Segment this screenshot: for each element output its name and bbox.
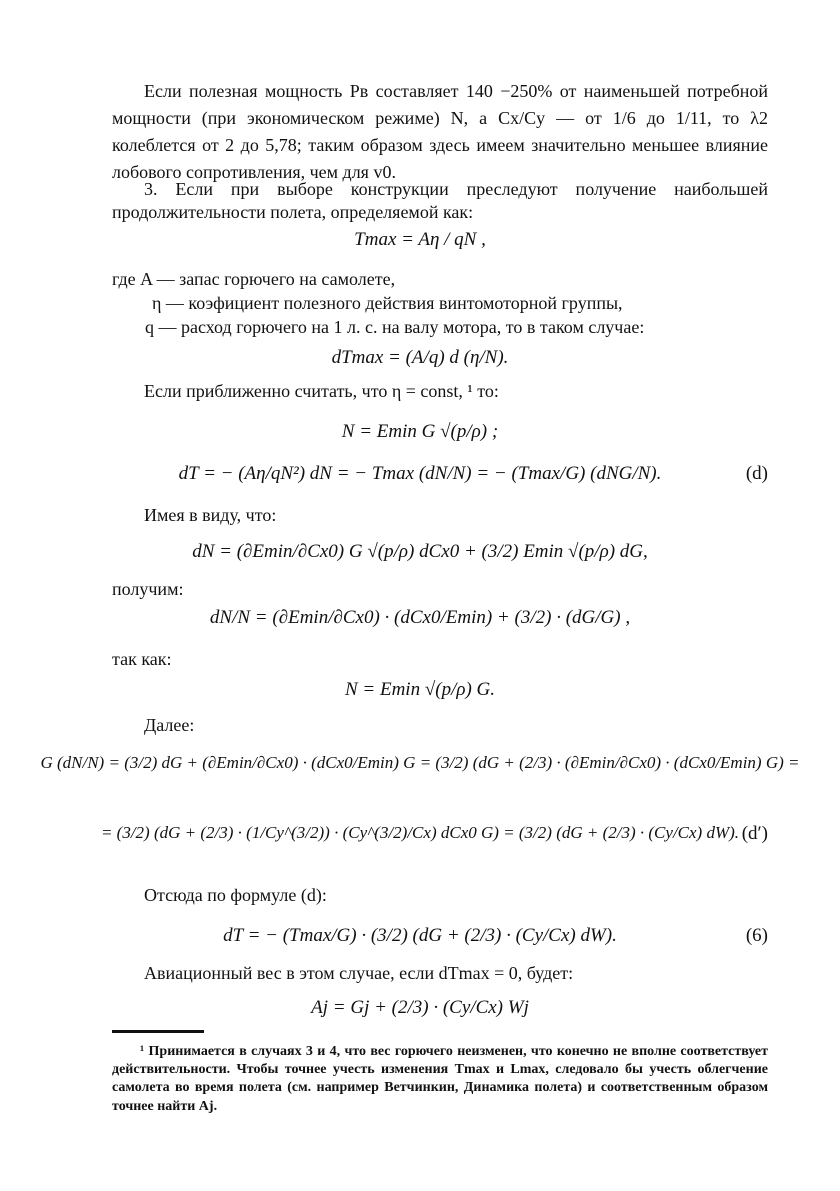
equation-dtmax: dTmax = (A/q) d (η/N). — [331, 347, 509, 368]
paragraph-power-ratio: Если полезная мощность Pв составляет 140 −250% от наименьшей потребной мощности (при экономическом режиме) N, а Cx/Cy — от 1/6 до 1/11, то λ2 колеблется от 2 до 5,78; таким образом здесь имеем значительно меньшее влияние лобового сопротивления, чем для v0. — [112, 81, 768, 182]
paragraph-const-assumption: Если приближенно считать, что η = const, ¹ то: — [144, 381, 499, 401]
footnote — [112, 1043, 768, 1116]
equation-tmax: Tmax = Aη / qN , — [354, 229, 486, 250]
equation-number-d-prime: (d′) — [741, 823, 768, 844]
equation-g-dn-line1: G (dN/N) = (3/2) dG + (∂Emin/∂Cx0) · (dCx0/Emin) G = (3/2) (dG + (2/3) · (∂Emin/∂Cx0) · (dCx0/Emin) G) = — [40, 753, 800, 772]
paragraph-since: так как: — [112, 649, 172, 669]
paragraph-aviation-weight: Авиационный вес в этом случае, если dTmax = 0, будет: — [144, 963, 574, 983]
equation-n-emin: N = Emin G √(p/ρ) ; — [341, 421, 499, 442]
paragraph-from-formula: Отсюда по формуле (d): — [144, 885, 327, 905]
equation-dt: dT = − (Aη/qN²) dN = − Tmax (dN/N) = − (Tmax/G) (dNG/N). — [178, 463, 662, 484]
footnote-divider — [112, 1030, 204, 1033]
equation-dt-final: dT = − (Tmax/G) · (3/2) (dG + (2/3) · (Cy/Cx) dW). — [223, 925, 617, 946]
equation-aj: Aj = Gj + (2/3) · (Cy/Cx) Wj — [311, 997, 529, 1018]
equation-g-dn-line2: = (3/2) (dG + (2/3) · (1/Cy^(3/2)) · (Cy^(3/2)/Cx) dCx0 G) = (3/2) (dG + (2/3) · (Cy/Cx) dW). — [100, 823, 740, 842]
equation-dn: dN = (∂Emin/∂Cx0) G √(p/ρ) dCx0 + (3/2) Emin √(p/ρ) dG, — [192, 541, 648, 562]
paragraph-further: Далее: — [144, 715, 195, 735]
paragraph-considering: Имея в виду, что: — [144, 505, 277, 525]
equation-dn-over-n: dN/N = (∂Emin/∂Cx0) · (dCx0/Emin) + (3/2) · (dG/G) , — [209, 607, 631, 628]
definition-efficiency: η — коэфициент полезного действия винтомоторной группы, — [152, 293, 623, 313]
definition-fuel-supply: где A — запас горючего на самолете, — [112, 269, 396, 289]
paragraph-flight-duration: 3. Если при выборе конструкции преследуют получение наибольшей продолжительности полета, определяемой как: — [112, 179, 768, 222]
footnote-text: ¹ Принимается в случаях 3 и 4, что вес горючего неизменен, что конечно не вполне соответствует действительности. Чтобы точнее учесть изменения Tmax и Lmax, следовало бы учесть облегчение самолета во время полета (см. например Ветчинкин, Динамика полета) и соответственным образом точнее найти Aj. — [112, 1044, 768, 1114]
equation-number-d: (d) — [745, 463, 768, 484]
definition-fuel-rate: q — расход горючего на 1 л. с. на валу мотора, то в таком случае: — [145, 317, 645, 337]
equation-n-emin-g: N = Emin √(p/ρ) G. — [344, 679, 496, 700]
paragraph-we-get: получим: — [112, 579, 184, 599]
equation-number-6: (6) — [745, 925, 768, 946]
